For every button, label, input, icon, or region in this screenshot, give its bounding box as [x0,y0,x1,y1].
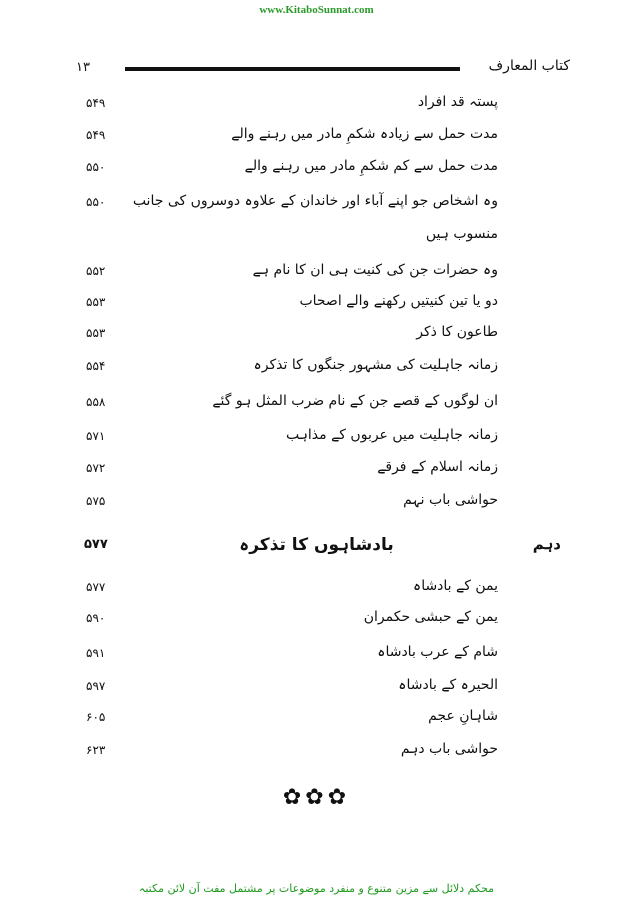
toc-entry-page: ۵۵۲ [86,264,106,278]
toc-entry [0,673,633,703]
toc-entry [0,574,633,604]
toc-entry-title: زمانہ جاہلیت کی مشہور جنگوں کا تذکرہ [253,357,498,373]
site-url[interactable]: www.KitaboSunnat.com [259,4,374,16]
toc-entry-page: ۵۹۱ [86,646,106,660]
chapter-label: دہم [532,535,561,553]
toc-entry-title: منسوب ہیں [425,226,498,242]
ornament-icon: ✿✿✿ [282,785,351,810]
chapter-title: بادشاہوں کا تذکرہ [239,535,394,555]
toc-entry-page: ۵۹۷ [86,679,106,693]
toc-entry-title: زمانہ جاہلیت میں عربوں کے مذاہب [285,427,498,443]
toc-entry [0,605,633,635]
toc-entry-page: ۵۵۳ [86,295,106,309]
toc-entry [0,289,633,319]
toc-entry-title: طاعون کا ذکر [416,324,498,340]
toc-entry [0,258,633,288]
toc-entry [0,455,633,485]
toc-entry-title: حواشی باب نہم [403,492,498,508]
toc-entry-title: ان لوگوں کے قصے جن کے نام ضرب المثل ہو گئے [212,393,498,409]
toc-entry [0,389,633,419]
toc-entry-title: حواشی باب دہم [400,741,498,757]
toc-entry-page: ۵۵۸ [86,395,106,409]
toc-entry [0,320,633,350]
toc-entry-title: یمن کے بادشاہ [412,578,498,594]
toc-entry [0,90,633,120]
toc-entry-page: ۵۷۲ [86,461,106,475]
toc-entry-page: ۶۲۳ [86,743,106,757]
toc-entry-title: یمن کے حبشی حکمران [363,609,498,625]
toc-entry [0,737,633,767]
toc-entry [0,488,633,518]
page-number: ۱۳ [76,60,90,75]
toc-entry-page: ۵۴۹ [86,96,106,110]
toc-entry [0,189,633,219]
page-header [70,58,570,80]
toc-entry [0,423,633,453]
toc-entry-title: وہ اشخاص جو اپنے آباء اور خاندان کے علاوہ دوسروں کی جانب [132,193,498,209]
book-title: كتاب المعارف [488,58,570,74]
toc-entry [0,122,633,152]
toc-entry-title: وہ حضرات جن کی کنیت ہی ان کا نام ہے [252,262,498,278]
toc-entry-page: ۵۷۵ [86,494,106,508]
toc-entry [0,640,633,670]
toc-entry-title: پستہ قد افراد [417,94,498,110]
toc-entry [0,154,633,184]
toc-entry-page: ۵۵۰ [86,195,106,209]
header-rule [125,67,460,71]
toc-entry-page: ۵۵۴ [86,359,106,373]
toc-entry-title: شاہانِ عجم [428,708,498,724]
toc-entry-title: الحیرہ کے بادشاہ [398,677,498,693]
toc-entry-title: زمانہ اسلام کے فرقے [377,459,498,475]
toc-entry [0,353,633,383]
toc-entry-title: دو یا تین کنیتیں رکھنے والے اصحاب [299,293,498,309]
toc-entry-page: ۵۵۳ [86,326,106,340]
toc-entry-page: ۵۷۷ [86,580,106,594]
toc-entry-continuation [0,222,633,252]
toc-entry-title: مدت حمل سے کم شکمِ مادر میں رہنے والے [244,158,498,174]
chapter-page: ۵۷۷ [84,537,108,552]
toc-entry-page: ۵۷۱ [86,429,106,443]
footer-tagline: محکم دلائل سے مزین متنوع و منفرد موضوعات پر مشتمل مفت آن لائن مکتبہ [138,882,495,895]
toc-entry-title: مدت حمل سے زیادہ شکمِ مادر میں رہنے والے [231,126,498,142]
toc-entry-page: ۵۹۰ [86,611,106,625]
toc-entry-page: ۵۴۹ [86,128,106,142]
toc-entry-page: ۶۰۵ [86,710,106,724]
chapter-heading [0,532,633,562]
toc-entry-page: ۵۵۰ [86,160,106,174]
toc-entry [0,704,633,734]
toc-entry-title: شام کے عرب بادشاہ [377,644,498,660]
